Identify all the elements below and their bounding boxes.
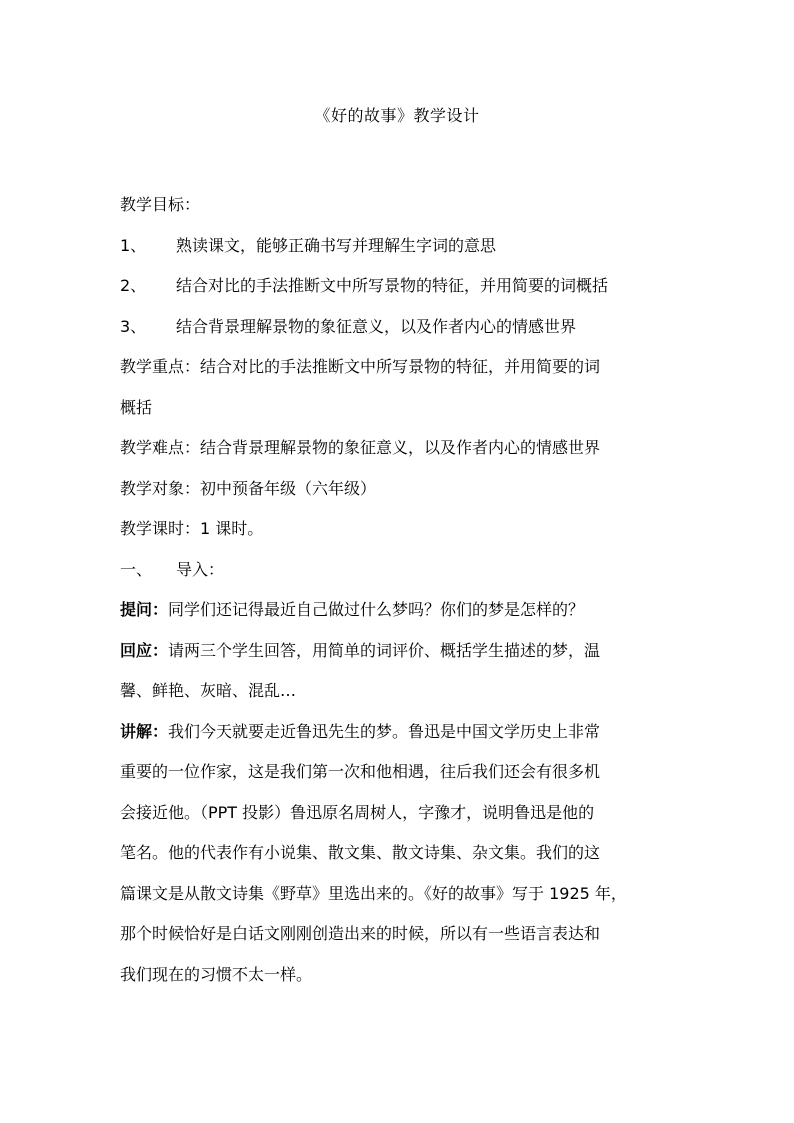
document-body (120, 185, 680, 995)
goal-item-1 (120, 226, 680, 267)
audience-label: 教学对象： (120, 478, 201, 498)
difficulty-text: 结合背景理解景物的象征意义，以及作者内心的情感世界 (200, 438, 601, 457)
lecture-line-2: 重要的一位作家，这是我们第一次和他相遇，往后我们还会有很多机 (120, 762, 601, 781)
hours-text: 1 课时。 (200, 519, 264, 538)
hours-label: 教学课时： (120, 519, 201, 538)
goal-text: 结合对比的手法推断文中所写景物的特征，并用简要的词概括 (176, 276, 609, 295)
goal-item-3 (120, 307, 680, 348)
lecture-label: 讲解： (120, 721, 169, 741)
goal-text: 结合背景理解景物的象征意义，以及作者内心的情感世界 (176, 316, 577, 336)
goals-heading: 教学目标： (120, 195, 201, 214)
key-point-line-2: 概括 (120, 397, 153, 417)
difficulty-line (120, 428, 680, 469)
question-label: 提问： (120, 600, 169, 619)
hours-line (120, 509, 680, 550)
difficulty-label: 教学难点： (120, 438, 201, 457)
lecture-line-7: 我们现在的习惯不太一样。 (120, 964, 313, 984)
section-title: 导入： (176, 559, 225, 579)
goal-number: 3、 (120, 316, 147, 336)
lecture-text: 我们今天就要走近鲁迅先生的梦。鲁迅是中国文学历史上非常 (168, 721, 601, 741)
lecture-line-6: 那个时候恰好是白话文刚刚创造出来的时候，所以有一些语言表达和 (120, 924, 601, 943)
goal-number: 2、 (120, 276, 147, 295)
key-point-label: 教学重点： (120, 357, 201, 376)
key-point-text: 结合对比的手法推断文中所写景物的特征，并用简要的词 (200, 357, 601, 376)
goal-item-2 (120, 266, 680, 307)
section-number: 一、 (120, 559, 153, 579)
question-line (120, 590, 680, 631)
lecture-line-3: 会接近他。（PPT 投影）鲁迅原名周树人，字豫才，说明鲁迅是他的 (120, 802, 595, 822)
key-point-line-1 (120, 347, 680, 388)
lecture-line-1 (120, 712, 680, 753)
goal-number: 1、 (120, 235, 147, 255)
goal-text: 熟读课文，能够正确书写并理解生字词的意思 (176, 235, 497, 255)
response-label: 回应： (120, 640, 169, 660)
lecture-line-4: 笔名。他的代表作有小说集、散文集、散文诗集、杂文集。我们的这 (120, 843, 601, 862)
audience-text: 初中预备年级（六年级） (200, 478, 377, 498)
question-text: 同学们还记得最近自己做过什么梦吗？你们的梦是怎样的？ (168, 600, 585, 619)
response-line-1 (120, 631, 680, 672)
lecture-line-5: 篇课文是从散文诗集《野草》里选出来的。《好的故事》写于 1925 年， (120, 883, 627, 903)
section-heading (120, 550, 680, 591)
audience-line (120, 469, 680, 510)
response-text: 请两三个学生回答，用简单的词评价、概括学生描述的梦，温 (168, 640, 601, 660)
response-line-2: 馨、鲜艳、灰暗、混乱… (120, 681, 297, 700)
document-title: 《好的故事》教学设计 (314, 106, 480, 125)
